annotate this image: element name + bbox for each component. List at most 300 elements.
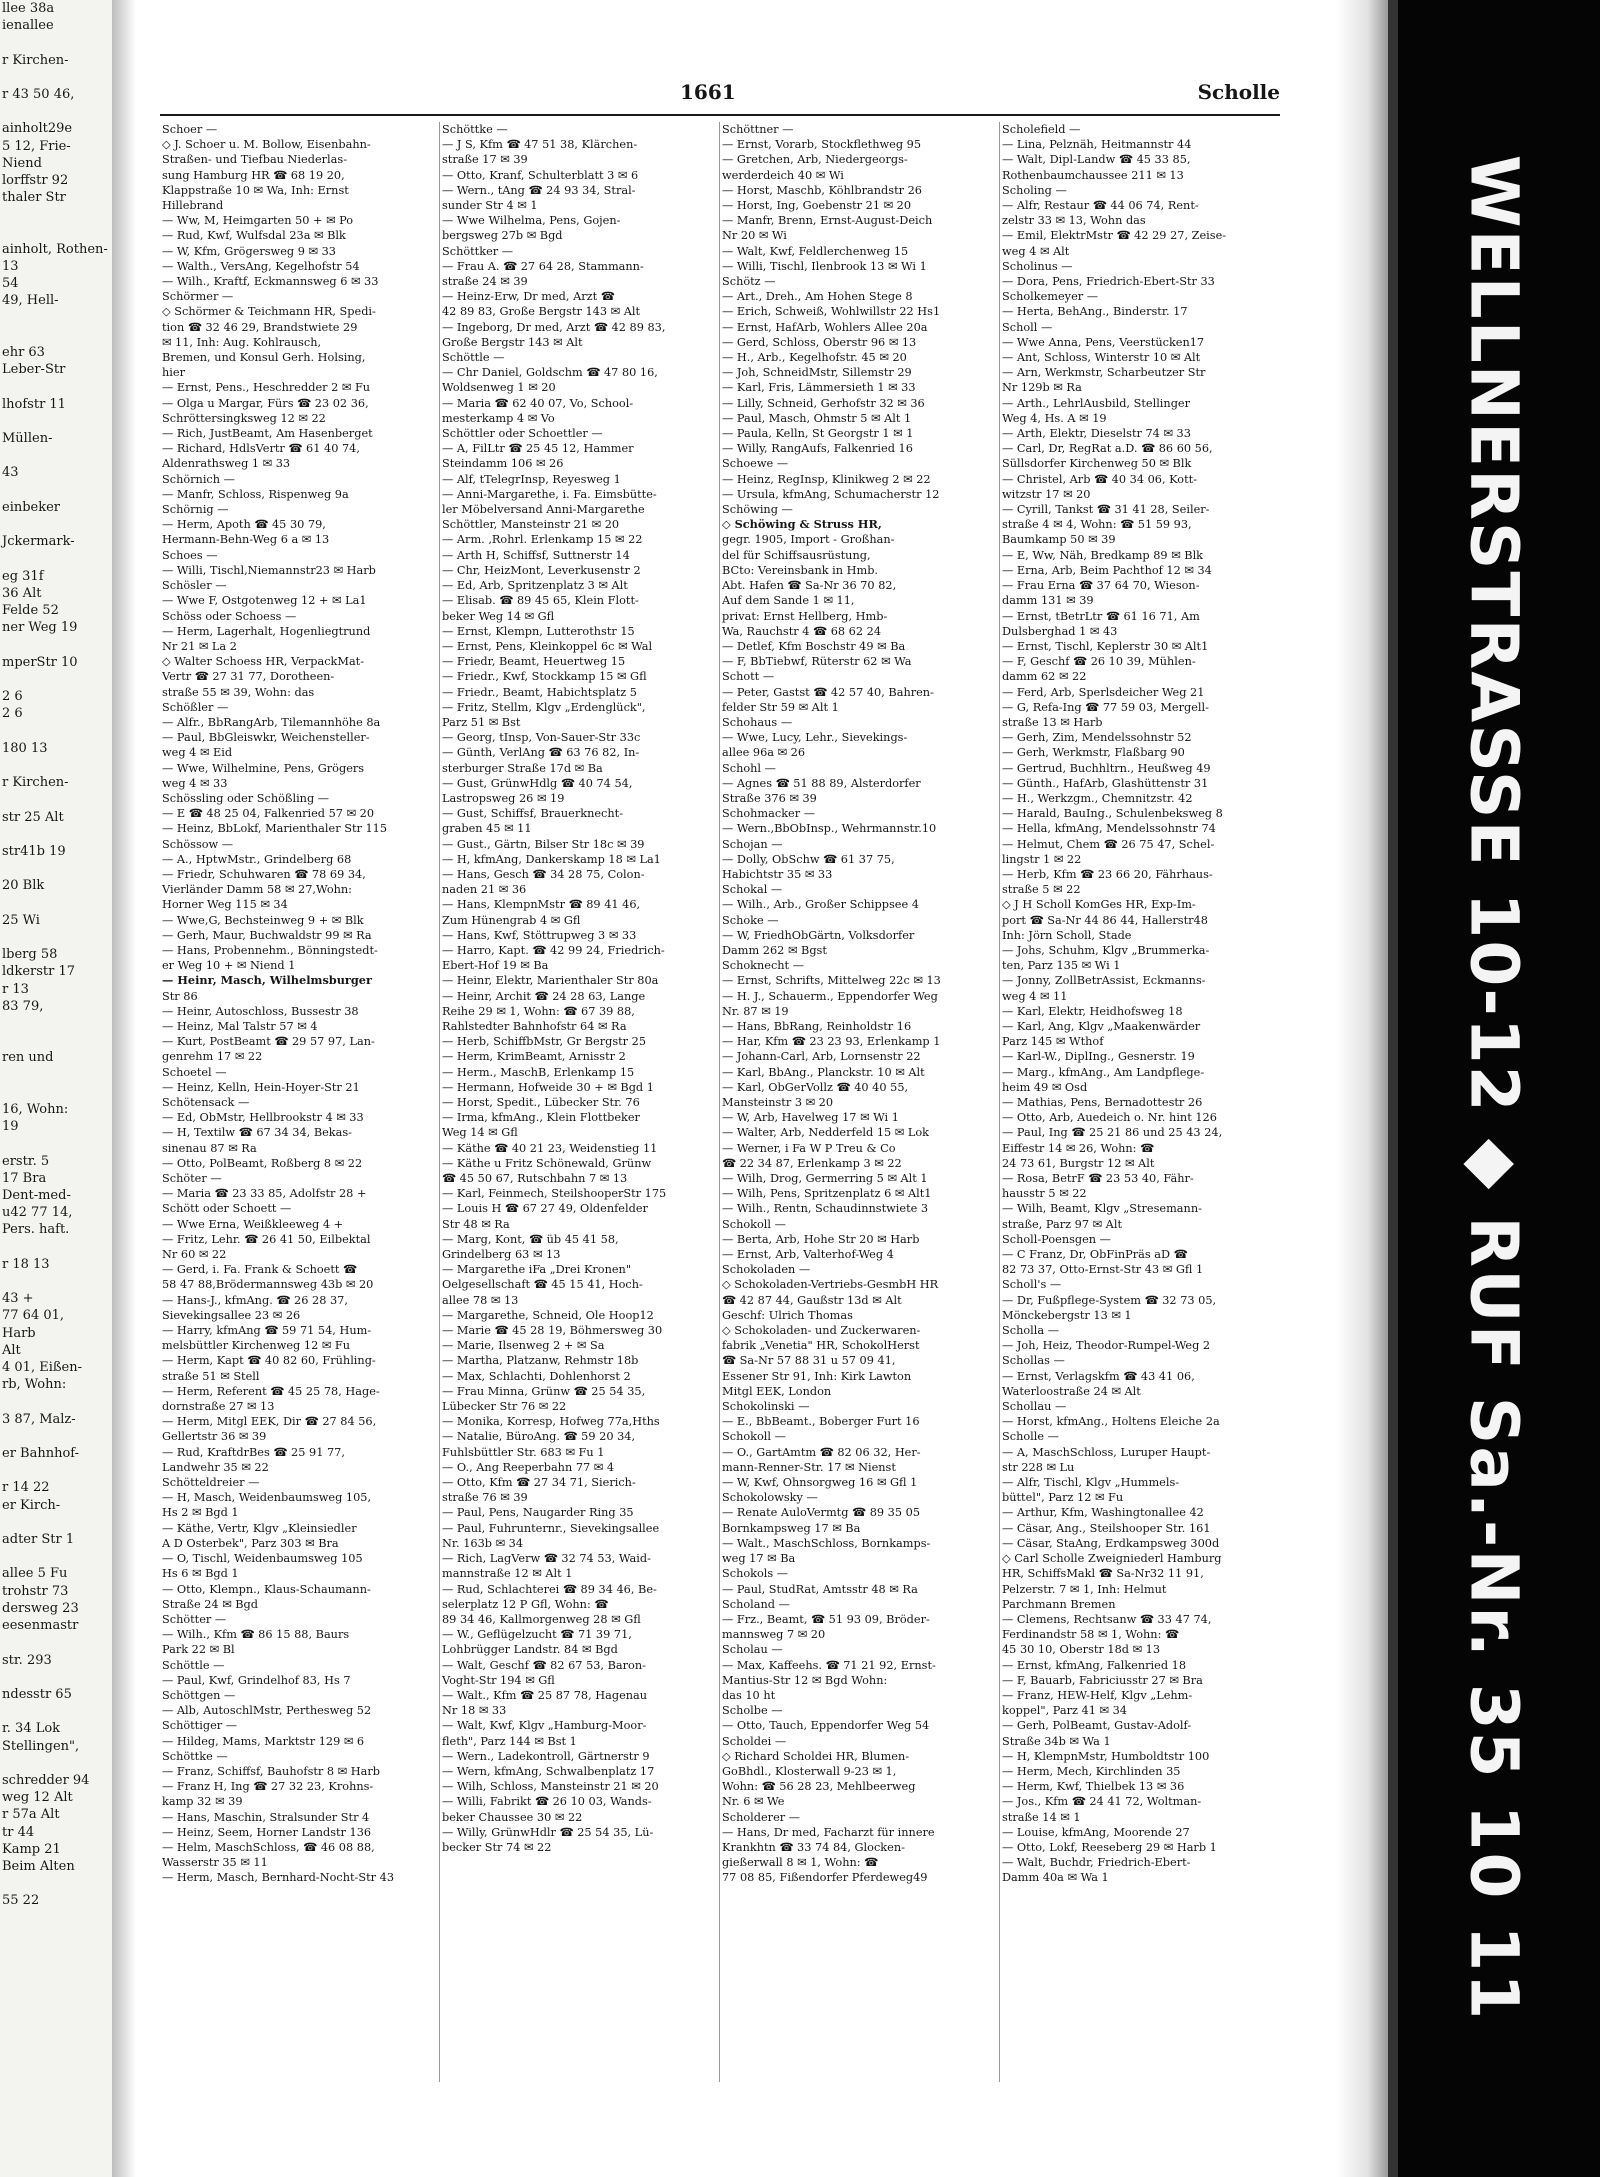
fragment-line: 55 22 <box>2 1893 40 1909</box>
directory-entry: — Johs, Schuhm, Klgv „Brummerka- <box>1002 943 1210 957</box>
fragment-line <box>0 895 112 912</box>
directory-entry: — E, Ww, Näh, Bredkamp 89 ✉ Blk <box>1002 548 1204 562</box>
fragment-line <box>0 1032 112 1049</box>
directory-entry: — Arth, Elektr, Dieselstr 74 ✉ 33 <box>1002 427 1191 441</box>
directory-entry: — Hans-J., kfmAng. ☎ 26 28 37, <box>162 1293 348 1307</box>
directory-entry: — Gust, GrünwHdlg ☎ 40 74 54, <box>442 776 633 790</box>
directory-entry: sunder Str 4 ✉ 1 <box>442 199 538 213</box>
directory-entry: — Heinr, Elektr, Marienthaler Str 80a <box>442 974 659 988</box>
directory-entry: — Hella, kfmAng, Mendelssohnstr 74 <box>1002 822 1216 836</box>
directory-entry: straße 4 ✉ 4, Wohn: ☎ 51 59 93, <box>1002 518 1192 532</box>
directory-entry: — Maria ☎ 23 33 85, Adolfstr 28 + <box>162 1187 367 1201</box>
directory-entry: Schöttner — <box>722 123 794 136</box>
directory-entry: — Hermann, Hofweide 30 + ✉ Bgd 1 <box>442 1080 654 1094</box>
directory-entry: — Herm, Kapt ☎ 40 82 60, Frühling- <box>162 1354 376 1368</box>
directory-entry: Schollau — <box>1002 1400 1067 1414</box>
directory-entry: — Louise, kfmAng, Moorende 27 <box>1002 1825 1190 1839</box>
directory-entry: Fuhlsbüttler Str. 683 ✉ Fu 1 <box>442 1445 605 1459</box>
fragment-line <box>0 1669 112 1686</box>
directory-entry: — Heinz, RegInsp, Klinikweg 2 ✉ 22 <box>722 472 931 486</box>
side-advertisement-text: WELLNERSTRASSE 10-12 ◆ RUF Sa.-Nr. 35 10 11 <box>1455 154 1533 2022</box>
directory-entry: — Alf, tTelegrInsp, Reyesweg 1 <box>442 472 621 486</box>
directory-entry: — Franz H, Ing ☎ 27 32 23, Krohns- <box>162 1780 374 1794</box>
fragment-line <box>0 224 112 241</box>
directory-entry: 42 89 83, Große Bergstr 143 ✉ Alt <box>442 305 641 319</box>
directory-entry: — Agnes ☎ 51 88 89, Alsterdorfer <box>722 776 921 790</box>
directory-entry: Schohmacker — <box>722 807 816 821</box>
directory-entry: weg 4 ✉ Eid <box>162 746 233 760</box>
directory-entry: Mantius-Str 12 ✉ Bgd Wohn: <box>722 1673 888 1687</box>
directory-entry: — Ernst, kfmAng, Falkenried 18 <box>1002 1658 1187 1672</box>
directory-entry: Nr 129b ✉ Ra <box>1002 381 1082 395</box>
directory-entry: gießerwall 8 ✉ 1, Wohn: ☎ <box>722 1856 879 1870</box>
directory-entry: — Wern., Ladekontroll, Gärtnerstr 9 <box>442 1749 650 1763</box>
directory-entry: beker Weg 14 ✉ Gfl <box>442 609 555 623</box>
directory-entry: — Cäsar, Ang., Steilshooper Str. 161 <box>1002 1521 1211 1535</box>
directory-entry: — F, BbTiebwf, Rüterstr 62 ✉ Wa <box>722 655 912 669</box>
directory-entry: — Walt, Kwf, Feldlerchenweg 15 <box>722 244 909 258</box>
directory-entry: Eiffestr 14 ✉ 26, Wohn: ☎ <box>1002 1141 1155 1155</box>
directory-entry: — Herm, Lagerhalt, Hogenliegtrund <box>162 624 371 638</box>
directory-entry: — Ernst, Vorarb, Stockflethweg 95 <box>722 138 922 152</box>
directory-entry: Ferdinandstr 58 ✉ 1, Wohn: ☎ <box>1002 1628 1180 1642</box>
directory-entry: Aldenrathsweg 1 ✉ 33 <box>162 457 291 471</box>
directory-entry: — H., Werkzgm., Chemnitzstr. 42 <box>1002 791 1193 805</box>
fragment-line: str41b 19 <box>2 843 66 859</box>
directory-entry: — Gerh, Werkmstr, Flaßbarg 90 <box>1002 746 1185 760</box>
directory-entry: — O., GartAmtm ☎ 82 06 32, Her- <box>722 1445 921 1459</box>
directory-entry: — Max, Kaffeehs. ☎ 71 21 92, Ernst- <box>722 1658 936 1672</box>
directory-entry: Schoke — <box>722 913 779 927</box>
directory-entry: — Marie, Ilsenweg 2 + ✉ Sa <box>442 1339 605 1353</box>
directory-entry: — Karl, Ang, Klgv „Maakenwärder <box>1002 1019 1201 1033</box>
bottom-margin <box>136 2110 1336 2177</box>
directory-entry: Schörmer — <box>162 290 234 304</box>
directory-entry: — Arm. ,Rohrl. Erlenkamp 15 ✉ 22 <box>442 533 643 547</box>
fragment-line: Beim Alten <box>2 1858 75 1874</box>
directory-entry: — Herb, Kfm ☎ 23 66 20, Fährhaus- <box>1002 867 1213 881</box>
directory-entry: — Rosa, BetrF ☎ 23 53 40, Fähr- <box>1002 1172 1194 1186</box>
fragment-line <box>0 1239 112 1256</box>
directory-entry: — Wwe,G, Bechsteinweg 9 + ✉ Blk <box>162 913 364 927</box>
page-gutter <box>112 0 136 2177</box>
directory-entry: — Ernst, Arb, Valterhof-Weg 4 <box>722 1248 894 1262</box>
directory-entry: Schöss oder Schoess — <box>162 609 297 623</box>
directory-entry: — Ed, Arb, Spritzenplatz 3 ✉ Alt <box>442 579 628 593</box>
fragment-line: r 57a Alt <box>2 1807 60 1823</box>
directory-entry: mann-Renner-Str. 17 ✉ Nienst <box>722 1460 896 1474</box>
directory-entry: — Marg., kfmAng., Am Landpflege- <box>1002 1065 1205 1079</box>
directory-entry: — Wilh., Rentn, Schaudinnstwiete 3 <box>722 1202 929 1216</box>
directory-entry: Mönckebergstr 13 ✉ 1 <box>1002 1308 1132 1322</box>
directory-entry: weg 17 ✉ Ba <box>722 1552 796 1566</box>
directory-entry: — E ☎ 48 25 04, Falkenried 57 ✉ 20 <box>162 807 375 821</box>
directory-entry: — Olga u Margar, Fürs ☎ 23 02 36, <box>162 396 369 410</box>
directory-entry: Schötteldreier — <box>162 1476 260 1490</box>
fragment-line: 43 <box>2 465 19 481</box>
directory-entry: — Erich, Schweiß, Wohlwillstr 22 Hs1 <box>722 305 941 319</box>
directory-entry: — Karl, ObGerVollz ☎ 40 40 55, <box>722 1080 909 1094</box>
fragment-line: eg 31f <box>2 568 44 584</box>
directory-entry: — Margarethe, Schneid, Ole Hoop12 <box>442 1308 654 1322</box>
fragment-line: Harb <box>2 1325 36 1341</box>
directory-entry: — A, MaschSchloss, Luruper Haupt- <box>1002 1445 1211 1459</box>
directory-entry: Wa, Rauchstr 4 ☎ 68 62 24 <box>722 624 882 638</box>
directory-entry: — Alfr, Restaur ☎ 44 06 74, Rent- <box>1002 199 1199 213</box>
directory-entry: Schott — <box>722 670 775 684</box>
fragment-line <box>0 327 112 344</box>
side-advertisement <box>1388 0 1600 2177</box>
directory-entry: — Chr Daniel, Goldschm ☎ 47 80 16, <box>442 366 658 380</box>
directory-entry: Wasserstr 35 ✉ 11 <box>162 1856 268 1870</box>
directory-entry: — Max, Schlachti, Dohlenhorst 2 <box>442 1369 631 1383</box>
directory-entry: Schöttke — <box>162 1749 228 1763</box>
directory-entry: Parchmann Bremen <box>1002 1597 1116 1611</box>
directory-entry: straße, Parz 97 ✉ Alt <box>1002 1217 1122 1231</box>
directory-entry: — Walt, Buchdr, Friedrich-Ebert- <box>1002 1856 1191 1870</box>
directory-entry: — Chr, HeizMont, Leverkusenstr 2 <box>442 563 641 577</box>
directory-entry: — Heinr, Masch, Wilhelmsburger <box>162 973 372 988</box>
fragment-line: 25 Wi <box>2 912 40 928</box>
directory-entry: allee 96a ✉ 26 <box>722 746 806 760</box>
directory-entry: Scholkemeyer — <box>1002 290 1099 304</box>
directory-entry: — Harald, BauIng., Schulenbeksweg 8 <box>1002 807 1223 821</box>
directory-entry: heim 49 ✉ Osd <box>1002 1080 1088 1094</box>
directory-entry: Inh: Jörn Scholl, Stade <box>1002 928 1132 942</box>
directory-entry: — H, KlempnMstr, Humboldtstr 100 <box>1002 1749 1210 1763</box>
directory-entry: — Walt, Kwf, Klgv „Hamburg-Moor- <box>442 1719 647 1733</box>
fragment-line: Kamp 21 <box>2 1841 61 1857</box>
fragment-line: r Kirchen- <box>2 52 69 68</box>
directory-entry: — Wwe Erna, Weißkleeweg 4 + <box>162 1217 344 1231</box>
directory-entry: GoBhdl., Klosterwall 9-23 ✉ 1, <box>722 1764 897 1778</box>
fragment-line: lberg 58 <box>2 947 58 963</box>
directory-entry: — Ursula, kfmAng, Schumacherstr 12 <box>722 487 940 501</box>
fragment-line <box>0 723 112 740</box>
directory-entry: — Ernst, Tischl, Keplerstr 30 ✉ Alt1 <box>1002 639 1209 653</box>
directory-entry: — Christel, Arb ☎ 40 34 06, Kott- <box>1002 472 1198 486</box>
directory-column-4 <box>1000 122 1280 2082</box>
directory-entry: — Wwe, Lucy, Lehr., Sievekings- <box>722 731 908 745</box>
fragment-line <box>0 671 112 688</box>
directory-entry: Schöter — <box>162 1172 222 1186</box>
directory-entry: — W, Arb, Havelweg 17 ✉ Wi 1 <box>722 1111 899 1125</box>
directory-entry: — Frz., Beamt, ☎ 51 93 09, Bröder- <box>722 1612 930 1626</box>
directory-entry: — Harro, Kapt. ☎ 42 99 24, Friedrich- <box>442 943 665 957</box>
directory-entry: — Gerd, Schloss, Oberstr 96 ✉ 13 <box>722 335 917 349</box>
fragment-line: rb, Wohn: <box>2 1377 67 1393</box>
fragment-line <box>0 1755 112 1772</box>
fragment-line <box>0 516 112 533</box>
fragment-line <box>0 69 112 86</box>
directory-entry: — Paul, StudRat, Amtsstr 48 ✉ Ra <box>722 1582 918 1596</box>
directory-entry: Nr. 6 ✉ We <box>722 1795 785 1809</box>
directory-entry: Abt. Hafen ☎ Sa-Nr 36 70 82, <box>722 579 897 593</box>
directory-entry: Horner Weg 115 ✉ 34 <box>162 898 288 912</box>
directory-entry: sterburger Straße 17d ✉ Ba <box>442 761 603 775</box>
directory-entry: — W., Geflügelzucht ☎ 71 39 71, <box>442 1628 632 1642</box>
directory-entry: Scholl-Poensgen — <box>1002 1232 1111 1246</box>
directory-entry: Zum Hünengrab 4 ✉ Gfl <box>442 913 581 927</box>
directory-entry: — O, Tischl, Weidenbaumsweg 105 <box>162 1552 363 1566</box>
fragment-line: weg 12 Alt <box>2 1790 73 1806</box>
directory-entry: Steindamm 106 ✉ 26 <box>442 457 564 471</box>
directory-entry: ◇ Walter Schoess HR, VerpackMat- <box>162 655 365 669</box>
directory-entry: dornstraße 27 ✉ 13 <box>162 1400 275 1414</box>
directory-entry: zelstr 33 ✉ 13, Wohn das <box>1002 214 1146 228</box>
directory-entry: Schokoladen — <box>722 1263 811 1277</box>
fragment-line: eesenmastr <box>2 1618 79 1634</box>
directory-entry: — Günth, VerlAng ☎ 63 76 82, In- <box>442 746 640 760</box>
directory-entry: — Hildeg, Mams, Marktstr 129 ✉ 6 <box>162 1734 365 1748</box>
fragment-line: 16, Wohn: <box>2 1102 69 1117</box>
directory-entry: — Rich, JustBeamt, Am Hasenberget <box>162 427 373 441</box>
directory-entry: — Herm., MaschB, Erlenkamp 15 <box>442 1065 635 1079</box>
directory-entry: — Walt, Dipl-Landw ☎ 45 33 85, <box>1002 153 1191 167</box>
directory-entry: — Frau A. ☎ 27 64 28, Stammann- <box>442 259 644 273</box>
directory-entry: — Ernst, Schrifts, Mittelweg 22c ✉ 13 <box>722 974 941 988</box>
directory-entry: — Alfr, Tischl, Klgv „Hummels- <box>1002 1476 1180 1490</box>
directory-entry: ☎ 22 34 87, Erlenkamp 3 ✉ 22 <box>722 1156 902 1170</box>
fragment-line <box>0 1015 112 1032</box>
fragment-line: Müllen- <box>2 431 53 447</box>
directory-entry: — Herm, Apoth ☎ 45 30 79, <box>162 518 326 532</box>
directory-entry: — Frau Erna ☎ 37 64 70, Wieson- <box>1002 579 1200 593</box>
directory-entry: Schöttle — <box>442 351 505 365</box>
directory-entry: Schörnig — <box>162 503 229 517</box>
fragment-line: r. 34 Lok <box>2 1721 61 1737</box>
directory-entry: Hs 6 ✉ Bgd 1 <box>162 1567 239 1581</box>
directory-page <box>160 70 1280 2110</box>
directory-entry: sung Hamburg HR ☎ 68 19 20, <box>162 168 345 182</box>
directory-entry: Landwehr 35 ✉ 22 <box>162 1460 269 1474</box>
directory-entry: — F, Bauarb, Fabriciusstr 27 ✉ Bra <box>1002 1673 1203 1687</box>
directory-entry: Ebert-Hof 19 ✉ Ba <box>442 959 549 973</box>
directory-entry: — Gerh, Zim, Mendelssohnstr 52 <box>1002 731 1192 745</box>
fragment-line: trohstr 73 <box>2 1583 69 1599</box>
directory-entry: — Arthur, Kfm, Washingtonallee 42 <box>1002 1506 1204 1520</box>
directory-entry: — Käthe ☎ 40 21 23, Weidenstieg 11 <box>442 1141 658 1155</box>
directory-entry: gegr. 1905, Import - Großhan- <box>722 533 895 547</box>
fragment-line: r 14 22 <box>2 1480 50 1496</box>
page-number: 1661 <box>680 80 736 104</box>
directory-entry: — Louis H ☎ 67 27 49, Oldenfelder <box>442 1202 648 1216</box>
directory-entry: Scholderer — <box>722 1810 801 1824</box>
directory-entry: Essener Str 91, Inh: Kirk Lawton <box>722 1369 912 1383</box>
directory-entry: Schöttle — <box>162 1658 225 1672</box>
directory-entry: Schokoll — <box>722 1430 786 1444</box>
directory-entry: — Richard, HdlsVertr ☎ 61 40 74, <box>162 442 360 456</box>
directory-entry: Straße 376 ✉ 39 <box>722 791 817 805</box>
fragment-line: 3 87, Malz- <box>2 1411 76 1427</box>
fragment-line: dersweg 23 <box>2 1600 79 1616</box>
directory-entry: — Otto, Lokf, Reeseberg 29 ✉ Harb 1 <box>1002 1840 1217 1854</box>
fragment-line <box>0 1634 112 1651</box>
directory-entry: — Horst, Maschb, Köhlbrandstr 26 <box>722 183 922 197</box>
directory-entry: — Wwe, Wilhelmine, Pens, Grögers <box>162 761 365 775</box>
directory-entry: HR, SchiffsMakl ☎ Sa-Nr32 11 91, <box>1002 1567 1204 1581</box>
directory-entry: — Alfr., BbRangArb, Tilemannhöhe 8a <box>162 715 381 729</box>
fragment-line: r 43 50 46, <box>2 87 75 103</box>
directory-entry: Reihe 29 ✉ 1, Wohn: ☎ 67 39 88, <box>442 1004 635 1018</box>
directory-entry: Sievekingsallee 23 ✉ 26 <box>162 1308 301 1322</box>
fragment-line: r 13 <box>2 981 29 997</box>
directory-entry: fleth", Parz 144 ✉ Bst 1 <box>442 1734 577 1748</box>
directory-entry: — Paul, Fuhrunternr., Sievekingsallee <box>442 1521 660 1535</box>
directory-entry: — Hans, Kwf, Stöttrupweg 3 ✉ 33 <box>442 928 637 942</box>
directory-entry: — Joh, SchneidMstr, Sillemstr 29 <box>722 366 912 380</box>
directory-entry: — Karl, Elektr, Heidhofsweg 18 <box>1002 1004 1183 1018</box>
fragment-line <box>0 447 112 464</box>
directory-entry: Parz 145 ✉ Wthof <box>1002 1035 1104 1049</box>
fragment-line: ldkerstr 17 <box>2 964 76 980</box>
directory-entry: Schokols — <box>722 1567 789 1581</box>
directory-entry: — Otto, Arb, Auedeich o. Nr. hint 126 <box>1002 1111 1217 1125</box>
directory-entry: Schötensack — <box>162 1096 250 1109</box>
fragment-line: erstr. 5 <box>2 1153 50 1169</box>
fragment-line <box>0 860 112 877</box>
directory-entry: Lohbrügger Landstr. 84 ✉ Bgd <box>442 1643 618 1657</box>
directory-entry: Schöwing — <box>722 503 793 517</box>
directory-entry: witzstr 17 ✉ 20 <box>1002 487 1091 501</box>
directory-entry: — Gertrud, Buchhltrn., Heußweg 49 <box>1002 761 1211 775</box>
fragment-line <box>0 929 112 946</box>
directory-entry: Schoes — <box>162 548 218 562</box>
directory-entry: BCto: Vereinsbank in Hmb. <box>722 563 879 577</box>
directory-entry: Mitgl EEK, London <box>722 1384 832 1398</box>
directory-entry: 77 08 85, Fißendorfer Pferdeweg49 <box>722 1871 928 1885</box>
directory-entry: — Wern., tAng ☎ 24 93 34, Stral- <box>442 183 636 197</box>
directory-entry: — Jos., Kfm ☎ 24 41 72, Woltman- <box>1002 1795 1202 1809</box>
directory-entry: — Frau Minna, Grünw ☎ 25 54 35, <box>442 1384 646 1398</box>
fragment-line <box>0 1514 112 1531</box>
directory-entry: Schörnich — <box>162 472 235 486</box>
directory-entry: — Ernst, tBetrLtr ☎ 61 16 71, Am <box>1002 609 1200 623</box>
directory-entry: Grindelberg 63 ✉ 13 <box>442 1248 561 1262</box>
directory-entry: Straße 24 ✉ Bgd <box>162 1597 259 1611</box>
directory-entry: — Elisab. ☎ 89 45 65, Klein Flott- <box>442 594 639 608</box>
fragment-line: allee 5 Fu <box>2 1566 68 1582</box>
fragment-line: er Bahnhof- <box>2 1446 80 1462</box>
directory-entry: ◇ Richard Scholdei HR, Blumen- <box>722 1749 910 1763</box>
directory-entry: Scholbe — <box>722 1704 783 1718</box>
directory-entry: — Wwe F, Ostgotenweg 12 + ✉ La1 <box>162 594 367 608</box>
directory-entry: — Rich, LagVerw ☎ 32 74 53, Waid- <box>442 1552 651 1566</box>
directory-entry: — Willy, GrünwHdlr ☎ 25 54 35, Lü- <box>442 1825 654 1839</box>
fragment-line: adter Str 1 <box>2 1532 75 1548</box>
directory-entry: Baumkamp 50 ✉ 39 <box>1002 533 1116 547</box>
directory-entry: Große Bergstr 143 ✉ Alt <box>442 335 583 349</box>
directory-entry: — F, Geschf ☎ 26 10 39, Mühlen- <box>1002 655 1196 669</box>
directory-entry: Scholdei — <box>722 1734 787 1748</box>
directory-column-1 <box>160 122 440 2082</box>
directory-entry: — Franz, HEW-Helf, Klgv „Lehm- <box>1002 1688 1193 1702</box>
directory-entry: — Walt, Geschf ☎ 82 67 53, Baron- <box>442 1658 646 1672</box>
directory-entry: — Gust, Schiffsf, Brauerknecht- <box>442 807 624 821</box>
directory-entry: — Otto, Kfm ☎ 27 34 71, Sierich- <box>442 1476 636 1490</box>
directory-entry: — Rud, KraftdrBes ☎ 25 91 77, <box>162 1445 345 1459</box>
directory-entry: Nr 20 ✉ Wi <box>722 229 787 243</box>
fragment-line: ner Weg 19 <box>2 620 78 636</box>
directory-entry: — Wilh, Schloss, Mansteinstr 21 ✉ 20 <box>442 1780 659 1794</box>
directory-entry: Nr 21 ✉ La 2 <box>162 639 237 653</box>
directory-entry: — Herm, Mech, Kirchlinden 35 <box>1002 1764 1181 1778</box>
directory-entry: straße 17 ✉ 39 <box>442 153 528 167</box>
fragment-line: r Kirchen- <box>2 775 69 791</box>
directory-entry: — W, Kfm, Grögersweg 9 ✉ 33 <box>162 244 336 258</box>
directory-entry: Schöttler, Mansteinstr 21 ✉ 20 <box>442 518 620 532</box>
directory-column-2 <box>440 122 720 2082</box>
directory-entry: Schößler — <box>162 700 229 714</box>
directory-entry: — Wwe Wilhelma, Pens, Gojen- <box>442 214 621 228</box>
directory-entry: Gellertstr 36 ✉ 39 <box>162 1430 267 1444</box>
directory-entry: Schöttiger — <box>162 1719 238 1733</box>
directory-entry: — Walth., VersAng, Kegelhofstr 54 <box>162 259 360 273</box>
directory-entry: — Fritz, Stellm, Klgv „Erdenglück", <box>442 700 646 714</box>
fragment-line: 2 6 <box>2 689 23 705</box>
directory-entry: straße 13 ✉ Harb <box>1002 715 1103 729</box>
directory-entry: — Walter, Arb, Nedderfeld 15 ✉ Lok <box>722 1126 929 1140</box>
fragment-line: 36 Alt <box>2 585 42 601</box>
directory-entry: — Günth., HafArb, Glashüttenstr 31 <box>1002 776 1209 790</box>
fragment-line: 19 <box>2 1119 19 1135</box>
directory-entry: — Otto, Klempn., Klaus-Schaumann- <box>162 1582 371 1596</box>
fragment-line: lorffstr 92 <box>2 173 69 189</box>
directory-entry: — Paul, Kwf, Grindelhof 83, Hs 7 <box>162 1673 351 1687</box>
directory-entry: Park 22 ✉ Bl <box>162 1643 235 1657</box>
directory-entry: Schöttker — <box>442 244 514 258</box>
directory-entry: — Otto, Kranf, Schulterblatt 3 ✉ 6 <box>442 168 639 182</box>
directory-entry: Scholefield — <box>1002 123 1081 136</box>
directory-entry: — J S, Kfm ☎ 47 51 38, Klärchen- <box>442 138 638 152</box>
directory-entry: — O., Ang Reeperbahn 77 ✉ 4 <box>442 1460 615 1474</box>
directory-entry: — Paul, Masch, Ohmstr 5 ✉ Alt 1 <box>722 411 912 425</box>
directory-entry: — Ingeborg, Dr med, Arzt ☎ 42 89 83, <box>442 320 666 334</box>
fragment-line: str 25 Alt <box>2 809 64 825</box>
directory-entry: das 10 ht <box>722 1688 776 1702</box>
fragment-line: str. 293 <box>2 1652 52 1668</box>
directory-entry: straße 55 ✉ 39, Wohn: das <box>162 685 315 699</box>
fragment-line: 2 6 <box>2 706 23 722</box>
fragment-line <box>0 310 112 327</box>
directory-entry: Rahlstedter Bahnhofstr 64 ✉ Ra <box>442 1019 627 1033</box>
fragment-line <box>0 791 112 808</box>
directory-entry: Lübecker Str 76 ✉ 22 <box>442 1400 567 1414</box>
directory-entry: — Walt., Kfm ☎ 25 87 78, Hagenau <box>442 1688 648 1702</box>
directory-entry: Woldsenweg 1 ✉ 20 <box>442 381 556 395</box>
directory-entry: — Georg, tInsp, Von-Sauer-Str 33c <box>442 731 641 745</box>
directory-entry: — Hans, Gesch ☎ 34 28 75, Colon- <box>442 867 645 881</box>
directory-entry: naden 21 ✉ 36 <box>442 883 527 897</box>
fragment-line: thaler Str <box>2 190 66 206</box>
directory-entry: Auf dem Sande 1 ✉ 11, <box>722 594 855 608</box>
directory-entry: str 228 ✉ Lu <box>1002 1460 1075 1474</box>
directory-entry: — Wern.,BbObInsp., Wehrmannstr.10 <box>722 822 937 836</box>
fragment-line <box>0 1875 112 1892</box>
directory-entry: Schohl — <box>722 761 776 775</box>
directory-entry: Nr 60 ✉ 22 <box>162 1248 227 1262</box>
directory-entry: Straße 34b ✉ Wa 1 <box>1002 1734 1111 1748</box>
directory-entry: — Horst, Ing, Goebenstr 21 ✉ 20 <box>722 199 912 213</box>
fragment-line <box>0 1428 112 1445</box>
directory-entry: Schösler — <box>162 579 227 593</box>
directory-entry: — Gerh, PolBeamt, Gustav-Adolf- <box>1002 1719 1192 1733</box>
directory-entry: — Paula, Kelln, St Georgstr 1 ✉ 1 <box>722 427 914 441</box>
directory-entry: Hs 2 ✉ Bgd 1 <box>162 1506 239 1520</box>
directory-entry: — Heinr, Autoschloss, Bussestr 38 <box>162 1004 359 1018</box>
directory-entry: — Heinz, Mal Talstr 57 ✉ 4 <box>162 1019 318 1033</box>
directory-entry: — Paul, Ing ☎ 25 21 86 und 25 43 24, <box>1002 1126 1223 1140</box>
